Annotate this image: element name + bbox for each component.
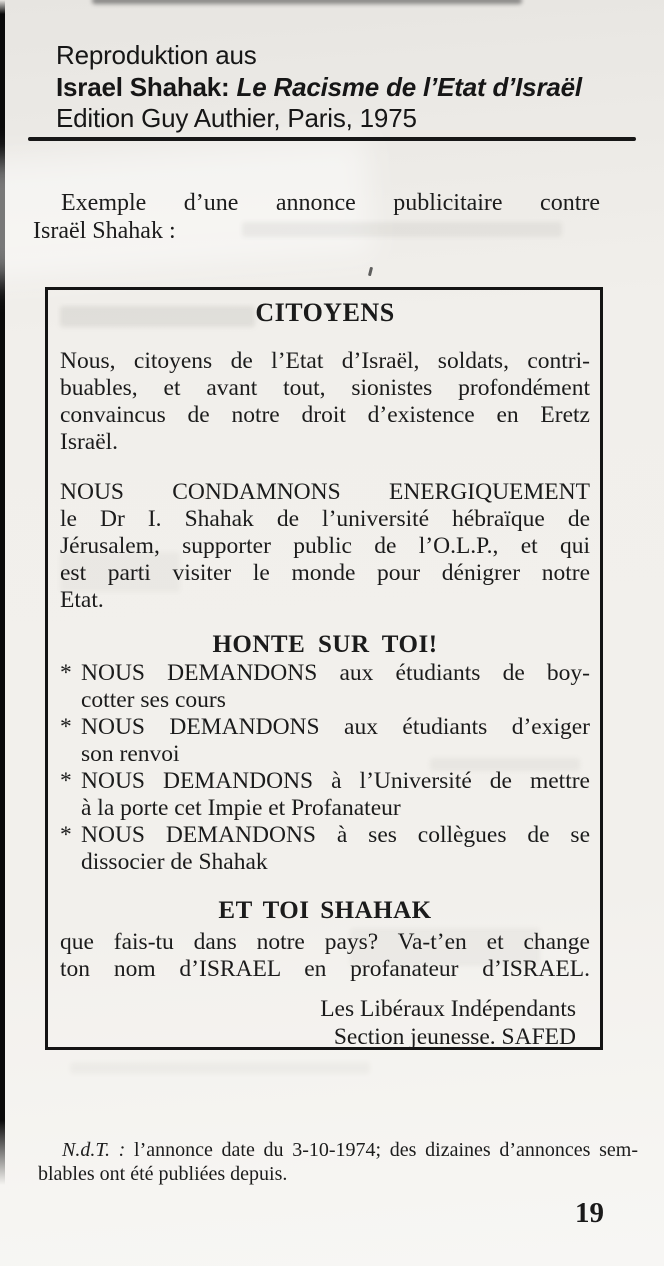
asterisk-bullet: * <box>60 714 72 740</box>
demand-line-2: cotter ses cours <box>81 687 226 713</box>
demand-line-1: NOUS DEMANDONS aux étudiants d’exiger <box>81 714 590 740</box>
text-line: Exemple d’une annonce publicitaire contre <box>61 190 600 216</box>
source-attribution <box>56 40 616 135</box>
page-number: 19 <box>575 1197 604 1229</box>
attribution-line-3: Edition Guy Authier, Paris, 1975 <box>56 103 417 133</box>
text-line: ton nom d’ISRAEL en profanateur d’ISRAEL. <box>60 956 590 982</box>
text-line: que fais-tu dans notre pays? Va-t’en et change <box>60 929 590 955</box>
advert-paragraph-1 <box>60 348 590 456</box>
advert-heading-citoyens: CITOYENS <box>255 298 395 327</box>
demand-line-1: NOUS DEMANDONS aux étudiants de boy- <box>81 660 590 686</box>
book-author: Israel Shahak: <box>56 71 237 102</box>
demand-item <box>60 714 590 768</box>
demand-item <box>60 660 590 714</box>
text-line: est parti visiter le monde pour dénigrer notre <box>60 560 590 586</box>
attribution-line-1: Reproduktion aus <box>56 40 257 70</box>
scan-tick-mark <box>368 267 373 276</box>
demand-line-2: son renvoi <box>81 741 180 767</box>
asterisk-bullet: * <box>60 660 72 686</box>
attribution-line-2 <box>56 72 616 104</box>
advert-box <box>45 287 603 1050</box>
advert-paragraph-2 <box>60 479 590 614</box>
text-line: NOUS CONDAMNONS ENERGIQUEMENT <box>60 479 590 505</box>
bleed-through-artifact <box>70 1062 370 1074</box>
horizontal-rule <box>28 137 636 141</box>
demand-line-1: NOUS DEMANDONS à ses collègues de se <box>81 822 590 848</box>
text-line: Jérusalem, supporter public de l’O.L.P., et qui <box>60 533 590 559</box>
text-line: Les Libéraux Indépendants <box>320 996 576 1022</box>
footnote-line-2: blables ont été publiées depuis. <box>38 1162 288 1185</box>
footnote-text-1: l’annonce date du 3-10-1974; des dizaines d’annonces sem- <box>125 1139 638 1161</box>
advert-heading-honte: HONTE SUR TOI! <box>212 631 438 658</box>
intro-paragraph <box>33 189 600 245</box>
advert-heading-et-toi: ET TOI SHAHAK <box>218 897 432 924</box>
text-line: le Dr I. Shahak de l’université hébraïque de <box>60 506 590 532</box>
translator-footnote <box>38 1139 638 1186</box>
text-line: Etat. <box>60 587 104 613</box>
asterisk-bullet: * <box>60 768 72 794</box>
text-line: Israël. <box>60 429 119 455</box>
scan-top-smudge <box>92 0 522 4</box>
text-line: convaincus de notre droit d’existence en Eretz <box>60 402 590 428</box>
text-line: Nous, citoyens de l’Etat d’Israël, soldats, contri- <box>60 348 590 374</box>
advert-signature <box>60 996 576 1051</box>
demand-line-1: NOUS DEMANDONS à l’Université de mettre <box>81 768 590 794</box>
text-line: buables, et avant tout, sionistes profondément <box>60 375 590 401</box>
demand-item <box>60 822 590 876</box>
footnote-label: N.d.T. : <box>62 1139 126 1161</box>
demand-line-2: dissocier de Shahak <box>81 849 268 875</box>
footnote-line-1 <box>38 1139 638 1163</box>
text-line: Israël Shahak : <box>33 218 176 244</box>
text-line: Section jeunesse. SAFED <box>333 1023 576 1050</box>
demand-line-2: à la porte cet Impie et Profanateur <box>81 795 401 821</box>
asterisk-bullet: * <box>60 822 72 848</box>
demand-item <box>60 768 590 822</box>
advert-paragraph-3 <box>60 929 590 983</box>
book-title: Le Racisme de l’Etat d’Israël <box>236 71 582 102</box>
demands-list <box>60 660 590 876</box>
